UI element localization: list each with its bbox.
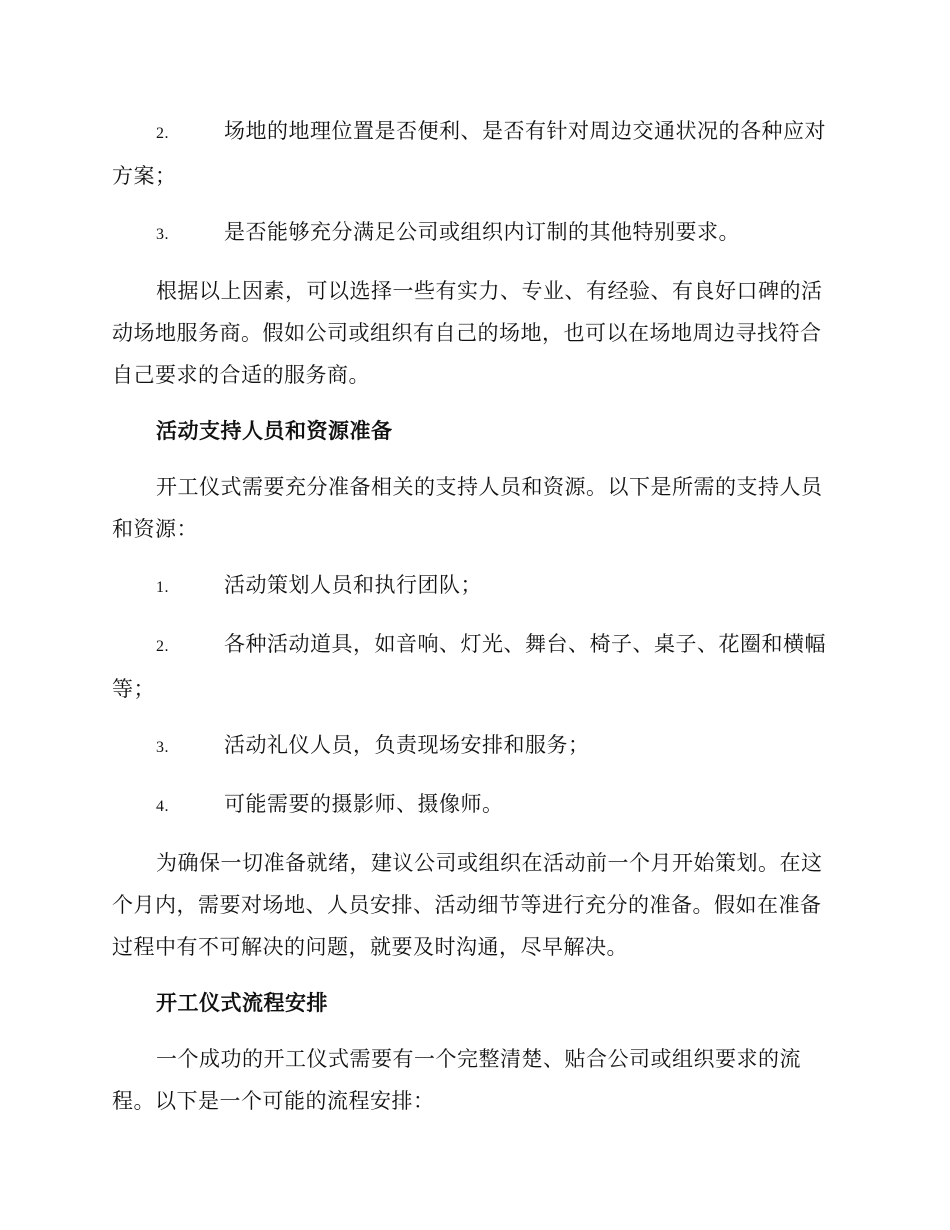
list-item: [112, 724, 834, 769]
list-text: 场地的地理位置是否便利、是否有针对周边交通状况的各种应对方案；: [112, 119, 826, 188]
list-number: 4.: [156, 798, 169, 815]
list-number: 2.: [156, 638, 169, 655]
list-item: [112, 783, 834, 828]
section-heading: 开工仪式流程安排: [156, 990, 328, 1015]
list-text: 活动策划人员和执行团队；: [224, 573, 482, 597]
list-text: 活动礼仪人员，负责现场安排和服务；: [224, 733, 590, 757]
list-text: 各种活动道具，如音响、灯光、舞台、椅子、桌子、花圈和横幅等；: [112, 632, 826, 701]
list-number: 3.: [156, 226, 169, 243]
list-number: 3.: [156, 739, 169, 756]
list-item: [112, 564, 834, 609]
list-item: [112, 211, 834, 256]
paragraph: 开工仪式需要充分准备相关的支持人员和资源。以下是所需的支持人员和资源：: [112, 475, 823, 541]
paragraph: 根据以上因素，可以选择一些有实力、专业、有经验、有良好口碑的活动场地服务商。假如公司或组织有自己的场地，也可以在场地周边寻找符合自己要求的合适的服务商。: [112, 279, 823, 387]
list-item: [112, 623, 834, 710]
list-number: 1.: [156, 579, 169, 596]
paragraph: 一个成功的开工仪式需要有一个完整清楚、贴合公司或组织要求的流程。以下是一个可能的流程安排：: [112, 1047, 801, 1113]
document-body: [112, 110, 834, 1136]
paragraph: 为确保一切准备就绪，建议公司或组织在活动前一个月开始策划。在这个月内，需要对场地、人员安排、活动细节等进行充分的准备。假如在准备过程中有不可解决的问题，就要及时沟通，尽早解决。: [112, 851, 823, 959]
list-text: 可能需要的摄影师、摄像师。: [224, 792, 504, 816]
list-text: 是否能够充分满足公司或组织内订制的其他特别要求。: [224, 220, 740, 244]
list-item: [112, 110, 834, 197]
list-number: 2.: [156, 125, 169, 142]
section-heading: 活动支持人员和资源准备: [156, 418, 393, 443]
